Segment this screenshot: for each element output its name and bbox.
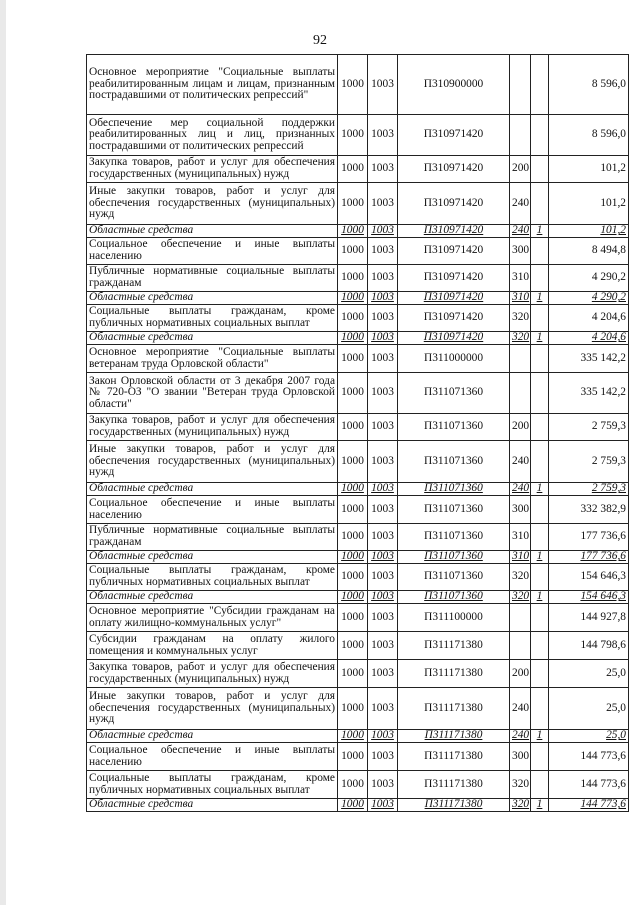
funding-source-code: [531, 524, 549, 551]
funding-source-code: [531, 156, 549, 183]
table-row: [87, 414, 629, 441]
expense-type-code: 240: [510, 441, 531, 483]
amount-value: 335 142,2: [549, 345, 629, 373]
expense-type-code: 200: [510, 156, 531, 183]
section-code: 1000: [338, 115, 368, 156]
funding-source-code: [531, 345, 549, 373]
row-name: Областные средства: [87, 730, 338, 743]
expense-type-code: 240: [510, 225, 531, 238]
target-article-code: П310971420: [398, 225, 510, 238]
funding-source-code: [531, 183, 549, 225]
target-article-code: П311171380: [398, 688, 510, 730]
table-row-regional-funds: [87, 551, 629, 564]
expense-type-code: 320: [510, 332, 531, 345]
amount-value: 101,2: [549, 156, 629, 183]
section-code: 1000: [338, 225, 368, 238]
amount-value: 144 773,6: [549, 743, 629, 771]
funding-source-code: 1: [531, 225, 549, 238]
amount-value: 2 759,3: [549, 414, 629, 441]
expense-type-code: 240: [510, 183, 531, 225]
subsection-code: 1003: [368, 564, 398, 591]
section-code: 1000: [338, 771, 368, 799]
subsection-code: 1003: [368, 373, 398, 414]
expense-type-code: 320: [510, 305, 531, 332]
table-row: [87, 156, 629, 183]
row-name: Основное мероприятие "Субсидии гражданам на оплату жилищно-коммунальных услуг": [87, 604, 338, 632]
expense-type-code: [510, 115, 531, 156]
target-article-code: П310971420: [398, 305, 510, 332]
funding-source-code: [531, 115, 549, 156]
amount-value: 335 142,2: [549, 373, 629, 414]
table-row: [87, 771, 629, 799]
expense-type-code: 320: [510, 564, 531, 591]
amount-value: 177 736,6: [549, 551, 629, 564]
table-row-regional-funds: [87, 730, 629, 743]
subsection-code: 1003: [368, 524, 398, 551]
funding-source-code: [531, 604, 549, 632]
subsection-code: 1003: [368, 292, 398, 305]
row-name: Основное мероприятие "Социальные выплаты реабилитированным лицам и лицам, признанным пострадавшими от политических репрессий": [87, 55, 338, 115]
section-code: 1000: [338, 265, 368, 292]
section-code: 1000: [338, 660, 368, 688]
expense-type-code: 240: [510, 688, 531, 730]
funding-source-code: 1: [531, 799, 549, 812]
amount-value: 25,0: [549, 688, 629, 730]
subsection-code: 1003: [368, 660, 398, 688]
subsection-code: 1003: [368, 225, 398, 238]
expense-type-code: 320: [510, 799, 531, 812]
row-name: Областные средства: [87, 225, 338, 238]
subsection-code: 1003: [368, 345, 398, 373]
target-article-code: П310971420: [398, 156, 510, 183]
subsection-code: 1003: [368, 551, 398, 564]
section-code: 1000: [338, 238, 368, 265]
subsection-code: 1003: [368, 591, 398, 604]
subsection-code: 1003: [368, 265, 398, 292]
section-code: 1000: [338, 183, 368, 225]
table-row: [87, 345, 629, 373]
expense-type-code: 310: [510, 551, 531, 564]
target-article-code: П311071360: [398, 564, 510, 591]
amount-value: 8 596,0: [549, 55, 629, 115]
target-article-code: П311171380: [398, 799, 510, 812]
row-name: Субсидии гражданам на оплату жилого помещения и коммунальных услуг: [87, 632, 338, 660]
section-code: 1000: [338, 373, 368, 414]
row-name: Социальные выплаты гражданам, кроме публичных нормативных социальных выплат: [87, 305, 338, 332]
subsection-code: 1003: [368, 743, 398, 771]
budget-table: [86, 54, 629, 812]
amount-value: 25,0: [549, 730, 629, 743]
section-code: 1000: [338, 604, 368, 632]
section-code: 1000: [338, 305, 368, 332]
expense-type-code: 240: [510, 483, 531, 496]
table-row: [87, 441, 629, 483]
section-code: 1000: [338, 524, 368, 551]
table-row: [87, 265, 629, 292]
row-name: Иные закупки товаров, работ и услуг для обеспечения государственных (муниципальных) нужд: [87, 441, 338, 483]
row-name: Публичные нормативные социальные выплаты гражданам: [87, 524, 338, 551]
row-name: Обеспечение мер социальной поддержки реабилитированных лиц и лиц, признанных пострадавшими от политических репрессий: [87, 115, 338, 156]
expense-type-code: 310: [510, 524, 531, 551]
section-code: 1000: [338, 332, 368, 345]
amount-value: 154 646,3: [549, 591, 629, 604]
table-row-regional-funds: [87, 225, 629, 238]
target-article-code: П311071360: [398, 551, 510, 564]
row-name: Областные средства: [87, 591, 338, 604]
funding-source-code: 1: [531, 551, 549, 564]
table-row-regional-funds: [87, 292, 629, 305]
amount-value: 101,2: [549, 225, 629, 238]
scan-edge: [0, 0, 6, 905]
row-name: Закон Орловской области от 3 декабря 2007 года № 720-ОЗ "О звании "Ветеран труда Орловской области": [87, 373, 338, 414]
section-code: 1000: [338, 632, 368, 660]
row-name: Закупка товаров, работ и услуг для обеспечения государственных (муниципальных) нужд: [87, 156, 338, 183]
target-article-code: П311100000: [398, 604, 510, 632]
subsection-code: 1003: [368, 604, 398, 632]
section-code: 1000: [338, 156, 368, 183]
expense-type-code: 200: [510, 660, 531, 688]
expense-type-code: 300: [510, 743, 531, 771]
funding-source-code: [531, 55, 549, 115]
amount-value: 4 290,2: [549, 265, 629, 292]
funding-source-code: [531, 771, 549, 799]
subsection-code: 1003: [368, 305, 398, 332]
target-article-code: П310971420: [398, 183, 510, 225]
amount-value: 8 494,8: [549, 238, 629, 265]
subsection-code: 1003: [368, 688, 398, 730]
row-name: Закупка товаров, работ и услуг для обеспечения государственных (муниципальных) нужд: [87, 414, 338, 441]
funding-source-code: [531, 414, 549, 441]
row-name: Публичные нормативные социальные выплаты гражданам: [87, 265, 338, 292]
target-article-code: П311071360: [398, 441, 510, 483]
table-row: [87, 496, 629, 524]
subsection-code: 1003: [368, 771, 398, 799]
table-row: [87, 604, 629, 632]
section-code: 1000: [338, 345, 368, 373]
section-code: 1000: [338, 564, 368, 591]
table-row: [87, 524, 629, 551]
section-code: 1000: [338, 55, 368, 115]
row-name: Социальное обеспечение и иные выплаты населению: [87, 743, 338, 771]
section-code: 1000: [338, 743, 368, 771]
expense-type-code: 300: [510, 496, 531, 524]
funding-source-code: 1: [531, 483, 549, 496]
subsection-code: 1003: [368, 799, 398, 812]
funding-source-code: [531, 265, 549, 292]
page-number: 92: [313, 33, 327, 48]
amount-value: 2 759,3: [549, 441, 629, 483]
table-row-regional-funds: [87, 799, 629, 812]
amount-value: 25,0: [549, 660, 629, 688]
subsection-code: 1003: [368, 483, 398, 496]
target-article-code: П311171380: [398, 730, 510, 743]
section-code: 1000: [338, 730, 368, 743]
subsection-code: 1003: [368, 632, 398, 660]
amount-value: 144 773,6: [549, 771, 629, 799]
section-code: 1000: [338, 551, 368, 564]
expense-type-code: [510, 55, 531, 115]
funding-source-code: [531, 441, 549, 483]
row-name: Областные средства: [87, 292, 338, 305]
target-article-code: П311071360: [398, 483, 510, 496]
subsection-code: 1003: [368, 55, 398, 115]
funding-source-code: [531, 688, 549, 730]
section-code: 1000: [338, 799, 368, 812]
table-row: [87, 183, 629, 225]
row-name: Социальное обеспечение и иные выплаты населению: [87, 238, 338, 265]
table-row: [87, 373, 629, 414]
subsection-code: 1003: [368, 730, 398, 743]
funding-source-code: [531, 564, 549, 591]
expense-type-code: 300: [510, 238, 531, 265]
target-article-code: П311171380: [398, 660, 510, 688]
amount-value: 2 759,3: [549, 483, 629, 496]
target-article-code: П310971420: [398, 265, 510, 292]
funding-source-code: [531, 238, 549, 265]
expense-type-code: 320: [510, 591, 531, 604]
amount-value: 8 596,0: [549, 115, 629, 156]
section-code: 1000: [338, 292, 368, 305]
table-row-regional-funds: [87, 332, 629, 345]
expense-type-code: 240: [510, 730, 531, 743]
funding-source-code: 1: [531, 730, 549, 743]
target-article-code: П310971420: [398, 292, 510, 305]
table-row: [87, 564, 629, 591]
expense-type-code: [510, 345, 531, 373]
amount-value: 144 927,8: [549, 604, 629, 632]
funding-source-code: 1: [531, 591, 549, 604]
amount-value: 4 204,6: [549, 332, 629, 345]
amount-value: 332 382,9: [549, 496, 629, 524]
subsection-code: 1003: [368, 238, 398, 265]
table-row: [87, 115, 629, 156]
target-article-code: П311171380: [398, 632, 510, 660]
expense-type-code: [510, 632, 531, 660]
section-code: 1000: [338, 591, 368, 604]
row-name: Социальное обеспечение и иные выплаты населению: [87, 496, 338, 524]
subsection-code: 1003: [368, 115, 398, 156]
target-article-code: П310971420: [398, 332, 510, 345]
row-name: Иные закупки товаров, работ и услуг для обеспечения государственных (муниципальных) нужд: [87, 688, 338, 730]
target-article-code: П311071360: [398, 496, 510, 524]
subsection-code: 1003: [368, 496, 398, 524]
section-code: 1000: [338, 414, 368, 441]
row-name: Социальные выплаты гражданам, кроме публичных нормативных социальных выплат: [87, 564, 338, 591]
target-article-code: П310971420: [398, 115, 510, 156]
funding-source-code: [531, 373, 549, 414]
table-row: [87, 238, 629, 265]
section-code: 1000: [338, 441, 368, 483]
target-article-code: П310971420: [398, 238, 510, 265]
table-row: [87, 55, 629, 115]
expense-type-code: [510, 604, 531, 632]
expense-type-code: 320: [510, 771, 531, 799]
row-name: Основное мероприятие "Социальные выплаты ветеранам труда Орловской области": [87, 345, 338, 373]
table-row-regional-funds: [87, 483, 629, 496]
subsection-code: 1003: [368, 332, 398, 345]
funding-source-code: [531, 660, 549, 688]
table-row: [87, 660, 629, 688]
amount-value: 177 736,6: [549, 524, 629, 551]
target-article-code: П310900000: [398, 55, 510, 115]
target-article-code: П311000000: [398, 345, 510, 373]
table-row: [87, 688, 629, 730]
table-row: [87, 305, 629, 332]
target-article-code: П311071360: [398, 414, 510, 441]
section-code: 1000: [338, 688, 368, 730]
subsection-code: 1003: [368, 414, 398, 441]
row-name: Закупка товаров, работ и услуг для обеспечения государственных (муниципальных) нужд: [87, 660, 338, 688]
expense-type-code: 200: [510, 414, 531, 441]
funding-source-code: 1: [531, 332, 549, 345]
table-row-regional-funds: [87, 591, 629, 604]
row-name: Областные средства: [87, 332, 338, 345]
table-row: [87, 743, 629, 771]
expense-type-code: 310: [510, 292, 531, 305]
target-article-code: П311071360: [398, 591, 510, 604]
funding-source-code: 1: [531, 292, 549, 305]
expense-type-code: 310: [510, 265, 531, 292]
expense-type-code: [510, 373, 531, 414]
row-name: Областные средства: [87, 551, 338, 564]
funding-source-code: [531, 632, 549, 660]
subsection-code: 1003: [368, 156, 398, 183]
amount-value: 154 646,3: [549, 564, 629, 591]
amount-value: 4 290,2: [549, 292, 629, 305]
row-name: Социальные выплаты гражданам, кроме публичных нормативных социальных выплат: [87, 771, 338, 799]
target-article-code: П311171380: [398, 743, 510, 771]
row-name: Областные средства: [87, 483, 338, 496]
target-article-code: П311171380: [398, 771, 510, 799]
funding-source-code: [531, 743, 549, 771]
funding-source-code: [531, 496, 549, 524]
funding-source-code: [531, 305, 549, 332]
amount-value: 144 798,6: [549, 632, 629, 660]
target-article-code: П311071360: [398, 524, 510, 551]
section-code: 1000: [338, 483, 368, 496]
amount-value: 4 204,6: [549, 305, 629, 332]
table-row: [87, 632, 629, 660]
amount-value: 101,2: [549, 183, 629, 225]
subsection-code: 1003: [368, 183, 398, 225]
row-name: Областные средства: [87, 799, 338, 812]
row-name: Иные закупки товаров, работ и услуг для обеспечения государственных (муниципальных) нужд: [87, 183, 338, 225]
subsection-code: 1003: [368, 441, 398, 483]
section-code: 1000: [338, 496, 368, 524]
target-article-code: П311071360: [398, 373, 510, 414]
amount-value: 144 773,6: [549, 799, 629, 812]
